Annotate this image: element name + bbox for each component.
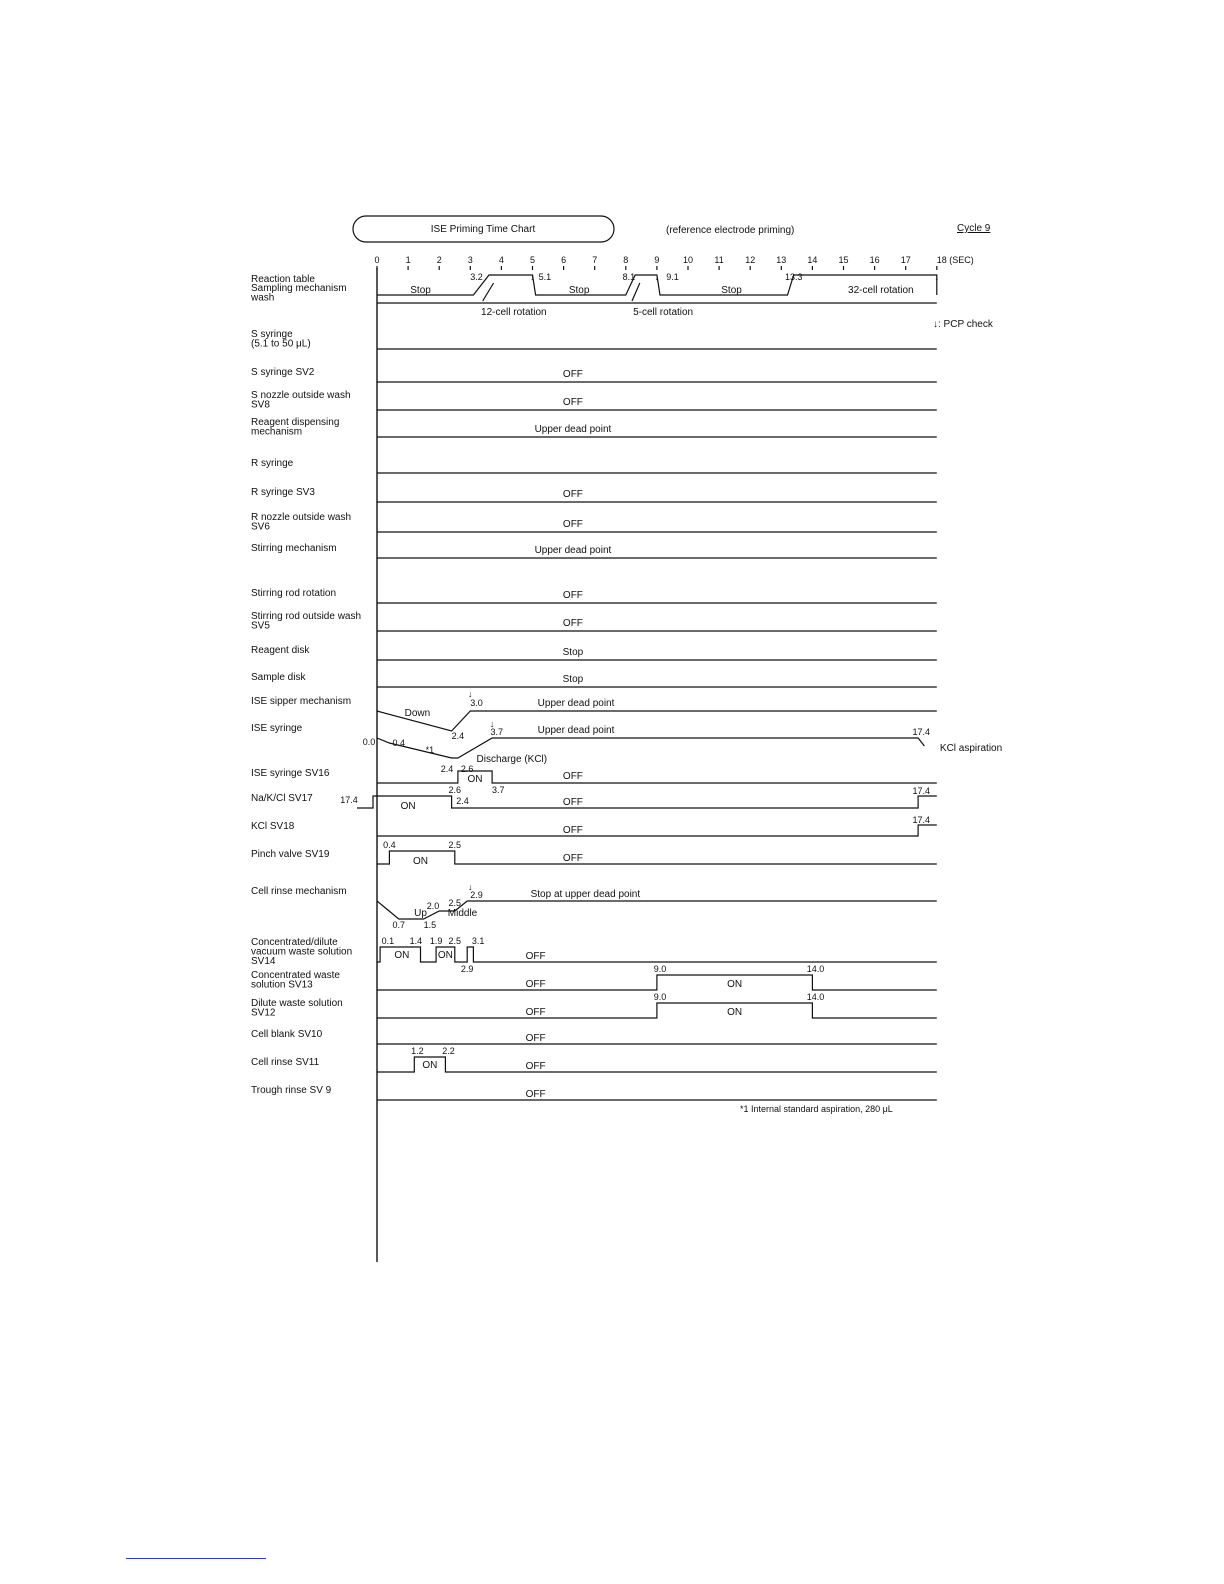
ise-syringe-a: 0.4	[392, 738, 406, 748]
sv18-wave	[377, 825, 937, 836]
sv14-c: 1.9	[429, 936, 443, 946]
ise-syringe-c: 2.6	[460, 764, 474, 774]
signal-traces	[340, 272, 1002, 1100]
footnote: *1 Internal standard aspiration, 280 μL	[740, 1104, 893, 1114]
ise-syringe-pcp: ↓	[489, 719, 495, 729]
sv17-on: ON	[400, 801, 416, 812]
reaction-table-text-1: Stop	[568, 285, 590, 296]
tick-label-0: 0	[374, 255, 380, 265]
row-label-r-syringe: R syringe	[251, 458, 294, 469]
row-label-cell-rinse-sv11: Cell rinse SV11	[251, 1057, 320, 1068]
cell-rinse-b: 1.5	[423, 920, 437, 930]
cell-rinse-a: 0.7	[392, 920, 406, 930]
row-label-stirring-rod-sv5: Stirring rod outside wash	[251, 611, 362, 622]
row-label-r-nozzle-sv6-1: SV6	[251, 521, 270, 533]
tick-label-16: 16	[869, 255, 880, 265]
cycle-label: Cycle 9	[957, 223, 991, 234]
sv13-a: 9.0	[653, 964, 667, 974]
sample-disk-state: Stop	[562, 674, 584, 685]
tick-label-15: 15	[838, 255, 849, 265]
row-label-dilute-waste-sv12-1: SV12	[251, 1007, 276, 1019]
cell-rinse-pcp: ↓	[468, 882, 473, 892]
row-label-stirring-mech: Stirring mechanism	[251, 543, 337, 554]
ise-syringe-e: 17.4	[912, 727, 931, 737]
row-label-sampling-wash: Sampling mechanism	[251, 283, 347, 294]
row-label-reagent-mech: Reagent dispensing	[251, 417, 340, 428]
rotation-arrow-12	[483, 283, 494, 301]
ise-sipper-pcp: ↓	[468, 689, 473, 699]
ise-syringe-start: 0.0	[362, 737, 376, 747]
sv13-off: OFF	[525, 979, 546, 990]
chart-title: ISE Priming Time Chart	[430, 224, 536, 235]
tick-label-7: 7	[592, 255, 598, 265]
sv13-on: ON	[727, 979, 743, 990]
tick-label-3: 3	[467, 255, 473, 265]
row-label-conc-dilute-sv14: Concentrated/dilute	[251, 937, 338, 948]
s-nozzle-sv8-state: OFF	[562, 397, 583, 408]
tick-label-2: 2	[436, 255, 442, 265]
sv11-b: 2.2	[442, 1046, 455, 1056]
row-label-trough-sv9: Trough rinse SV 9	[251, 1085, 332, 1096]
row-label-stirring-rod-sv5-1: SV5	[251, 620, 270, 632]
row-label-cell-rinse-mech: Cell rinse mechanism	[251, 886, 347, 897]
stirring-rod-state: OFF	[562, 590, 583, 601]
sv16-off: OFF	[562, 771, 583, 782]
cell-rinse-stop: Stop at upper dead point	[530, 889, 641, 900]
row-label-stirring-rod: Stirring rod rotation	[251, 588, 337, 599]
cell-rinse-c: 2.0	[426, 901, 440, 911]
row-label-conc-waste-sv13-1: solution SV13	[251, 979, 313, 991]
row-label-ise-syringe: ISE syringe	[251, 723, 303, 734]
sv12-a: 9.0	[653, 992, 667, 1002]
sv18-a: 17.4	[912, 815, 931, 825]
row-label-s-syringe: S syringe	[251, 329, 293, 340]
ise-syringe-discharge: Discharge (KCl)	[476, 754, 548, 765]
row-label-conc-dilute-sv14-2: SV14	[251, 956, 276, 967]
row-label-reagent-mech-1: mechanism	[251, 426, 303, 438]
reagent-mech-state: Upper dead point	[534, 424, 612, 435]
reaction-table-num-1: 5.1	[538, 272, 552, 282]
ise-sipper-upper: Upper dead point	[537, 698, 615, 709]
tick-label-5: 5	[529, 255, 536, 265]
ise-syringe-upper: Upper dead point	[537, 725, 615, 736]
reaction-table-text-2: Stop	[721, 285, 742, 296]
sv19-b: 2.5	[448, 840, 462, 850]
sv11-off: OFF	[525, 1061, 546, 1072]
ise-syringe-b: 2.4	[440, 764, 454, 774]
cell-rinse-e: 2.9	[470, 890, 483, 900]
tick-label-1: 1	[405, 255, 411, 265]
r-nozzle-sv6-state: OFF	[562, 519, 583, 530]
sv14-f: 2.9	[460, 964, 474, 974]
s-syringe-sv2-state: OFF	[562, 369, 583, 380]
row-label-conc-waste-sv13: Concentrated waste	[251, 970, 340, 981]
reaction-table-num-0: 3.2	[470, 272, 483, 282]
sv17-off: OFF	[562, 797, 583, 808]
row-label-sample-disk: Sample disk	[251, 672, 306, 683]
row-label-naklcl-sv17: Na/K/Cl SV17	[251, 793, 313, 804]
sv9-off: OFF	[525, 1089, 546, 1100]
row-label-pinch-sv19: Pinch valve SV19	[251, 849, 330, 860]
row-labels	[250, 274, 361, 1096]
sv12-b: 14.0	[806, 992, 825, 1002]
ise-sipper-v1: 2.4	[451, 731, 465, 741]
ise-sipper-wave	[377, 711, 937, 731]
row-label-cell-blank-sv10: Cell blank SV10	[251, 1029, 323, 1040]
sv11-a: 1.2	[411, 1046, 424, 1056]
ise-sipper-v2: 3.0	[470, 698, 483, 708]
chart-subtitle: (reference electrode priming)	[666, 225, 795, 236]
rotation-arrow-5	[632, 283, 640, 301]
tick-label-12: 12	[745, 255, 756, 265]
reaction-table-text-3: 32-cell rotation	[848, 285, 914, 296]
pcp-arrow-rt-0: ↓	[530, 272, 535, 282]
sv14-wave	[377, 947, 937, 962]
pcp-legend: ↓: PCP check	[933, 319, 993, 330]
sv14-on-1: ON	[394, 950, 410, 961]
sv14-b: 1.4	[409, 936, 423, 946]
reagent-disk-state: Stop	[562, 647, 584, 658]
reaction-table-text-5: 5-cell rotation	[633, 307, 694, 318]
footer-rule	[126, 1558, 266, 1559]
sv14-e: 3.1	[471, 936, 485, 946]
sv17-c: 17.4	[912, 786, 931, 796]
sv16-on: ON	[467, 774, 483, 785]
ise-syringe-wave	[377, 738, 924, 758]
sv17-wave	[357, 796, 937, 808]
sv16-a: 2.6	[448, 785, 462, 795]
stirring-mech-state: Upper dead point	[534, 545, 612, 556]
sv18-off: OFF	[562, 825, 583, 836]
sv10-off: OFF	[525, 1033, 546, 1044]
stirring-rod-sv5-state: OFF	[562, 618, 583, 629]
tick-label-18: 18 (SEC)	[936, 255, 974, 265]
row-label-r-syringe-sv3: R syringe SV3	[251, 487, 315, 498]
sv14-off: OFF	[525, 951, 546, 962]
sv19-wave	[377, 851, 937, 864]
tick-label-6: 6	[561, 255, 567, 265]
reaction-table-text-0: Stop	[410, 285, 431, 296]
pcp-arrow-rt-2: ↓	[934, 272, 940, 282]
tick-label-9: 9	[654, 255, 660, 265]
tick-label-11: 11	[714, 255, 724, 265]
reaction-table-text-4: 12-cell rotation	[481, 307, 547, 318]
sv17-a: 17.4	[340, 795, 358, 805]
row-label-kcl-sv18: KCl SV18	[251, 821, 295, 832]
pcp-arrow-rt-1: ↓	[654, 272, 660, 282]
ise-syringe-d: 3.7	[490, 727, 503, 737]
cell-rinse-up: Up	[414, 908, 427, 919]
sv13-wave	[377, 975, 937, 990]
sv19-on: ON	[413, 856, 429, 867]
sv11-on: ON	[422, 1060, 438, 1071]
cell-rinse-middle: Middle	[447, 908, 478, 919]
r-syringe-sv3-state: OFF	[562, 489, 583, 500]
ise-syringe-kcl: KCl aspiration	[939, 743, 1003, 754]
reaction-table-num-4: 13.3	[784, 272, 803, 282]
sv14-d: 2.5	[448, 936, 462, 946]
row-label-reagent-disk: Reagent disk	[251, 645, 310, 656]
tick-label-14: 14	[807, 255, 818, 265]
tick-label-10: 10	[682, 255, 694, 265]
sv17-b: 2.4	[456, 796, 469, 806]
ise-sipper-down: Down	[404, 708, 431, 719]
sv14-on-2: ON	[437, 950, 453, 961]
cell-rinse-d: 2.5	[448, 898, 462, 908]
row-label-s-syringe-1: (5.1 to 50 μL)	[251, 338, 311, 350]
sv19-a: 0.4	[383, 840, 396, 850]
row-label-sampling-wash-1: wash	[251, 292, 275, 304]
tick-label-8: 8	[623, 255, 629, 265]
row-label-dilute-waste-sv12: Dilute waste solution	[251, 998, 343, 1009]
sv14-a: 0.1	[381, 936, 395, 946]
reaction-table-num-2: 8.1	[622, 272, 636, 282]
reaction-table-num-3: 9.1	[666, 272, 679, 282]
sv16-b: 3.7	[492, 785, 505, 795]
row-label-reaction-table: Reaction table	[251, 274, 315, 285]
row-label-s-nozzle-sv8-1: SV8	[251, 399, 270, 411]
row-label-ise-sipper: ISE sipper mechanism	[251, 696, 352, 707]
row-label-conc-dilute-sv14-1: vacuum waste solution	[251, 946, 353, 958]
row-label-s-nozzle-sv8: S nozzle outside wash	[251, 390, 351, 401]
tick-label-17: 17	[900, 255, 911, 265]
row-label-ise-syringe-sv16: ISE syringe SV16	[251, 768, 330, 779]
sv12-wave	[377, 1003, 937, 1018]
sv12-off: OFF	[525, 1007, 546, 1018]
row-label-s-syringe-sv2: S syringe SV2	[251, 367, 315, 378]
sv19-off: OFF	[562, 853, 583, 864]
sv13-b: 14.0	[806, 964, 825, 974]
sv11-wave	[377, 1057, 937, 1072]
sv12-on: ON	[727, 1007, 743, 1018]
tick-label-13: 13	[776, 255, 787, 265]
tick-label-4: 4	[498, 255, 504, 265]
row-label-r-nozzle-sv6: R nozzle outside wash	[251, 512, 352, 523]
ise-syringe-mark: *1	[425, 745, 435, 755]
